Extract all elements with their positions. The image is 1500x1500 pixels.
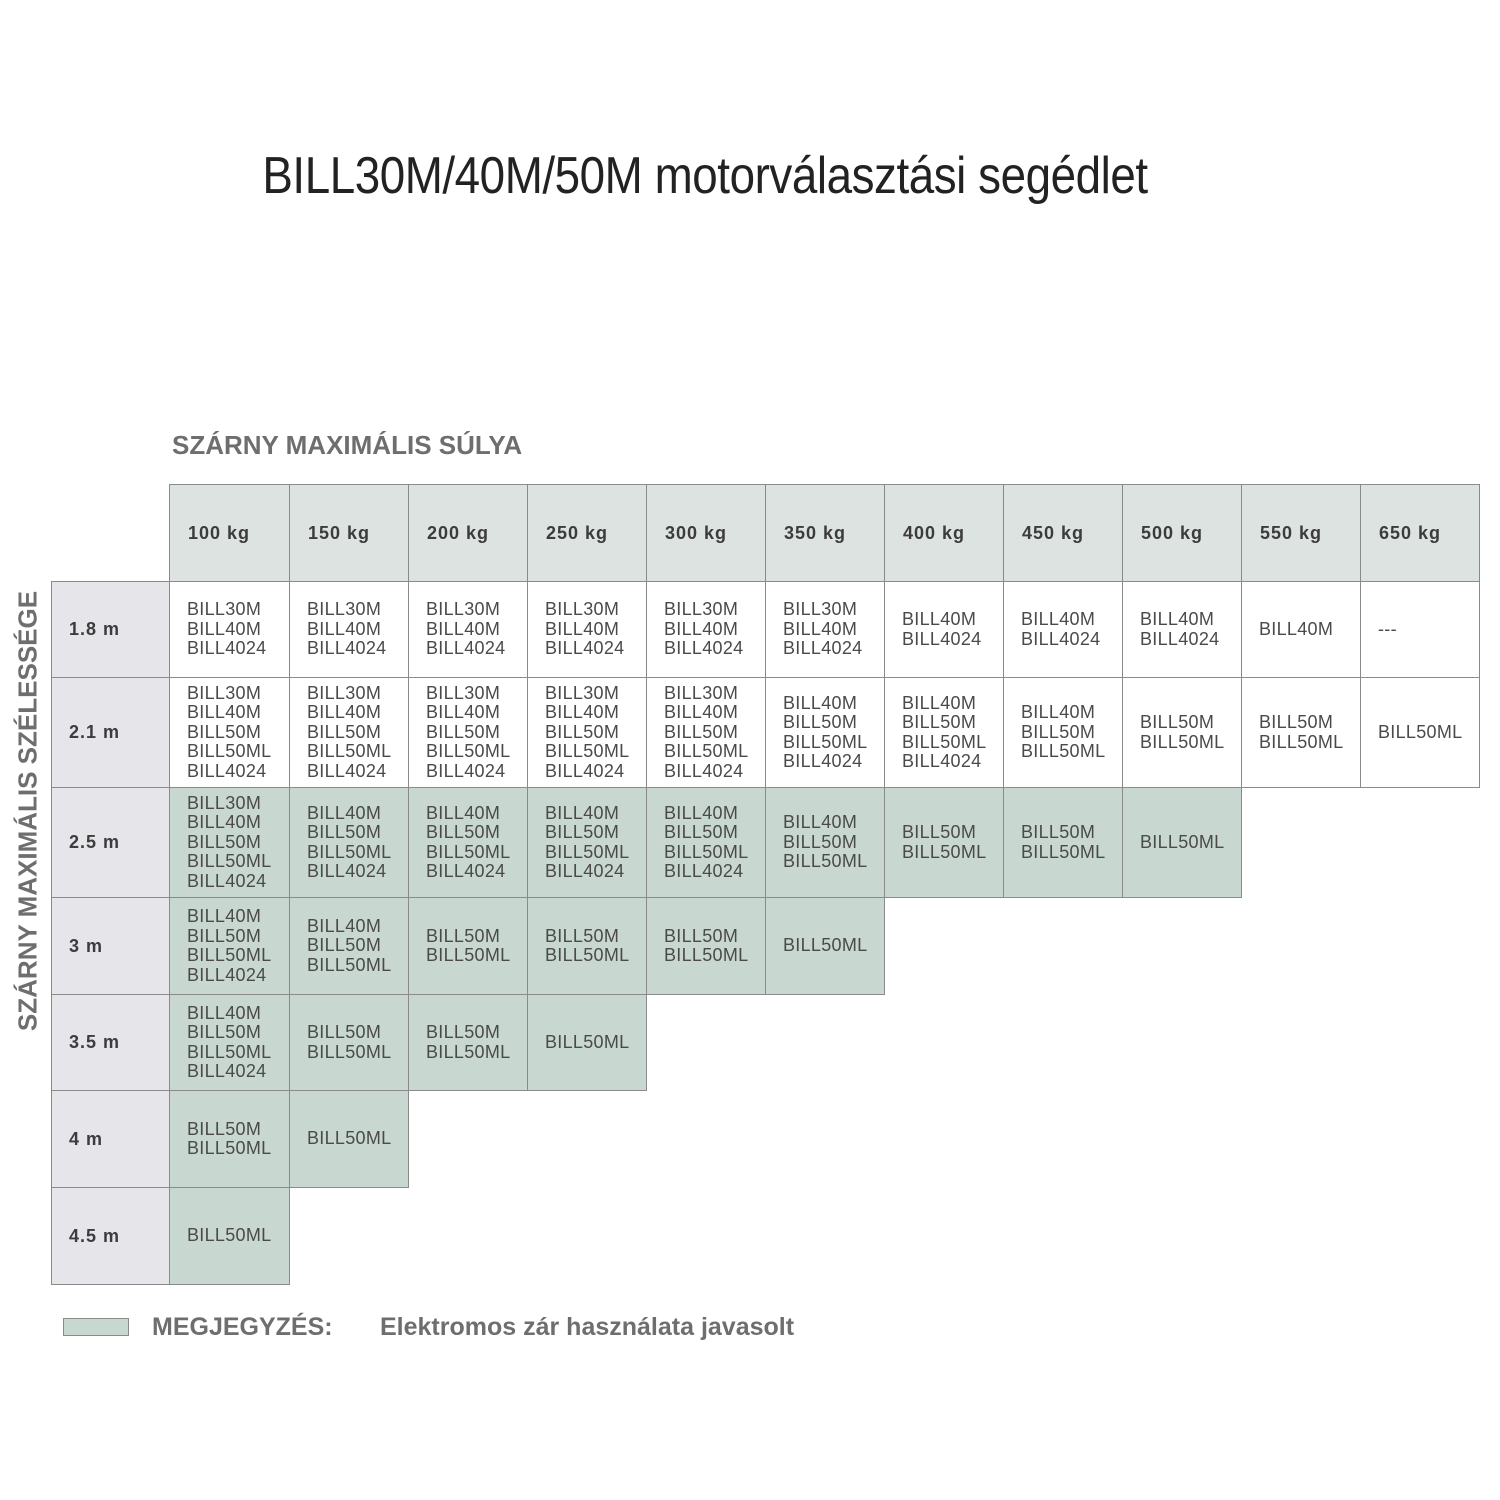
row-header bbox=[51, 677, 170, 788]
column-header-text: 200 kg bbox=[427, 522, 490, 543]
table-cell-text: BILL40M BILL50M BILL50ML BILL4024 bbox=[664, 802, 749, 881]
table-cell-text: BILL50ML bbox=[783, 935, 868, 956]
column-header-text: 550 kg bbox=[1260, 522, 1323, 543]
table-cell bbox=[1360, 581, 1480, 678]
table-cell bbox=[1003, 677, 1123, 788]
column-header bbox=[1241, 484, 1361, 582]
row-axis-title: SZÁRNY MAXIMÁLIS SZÉLESSÉGE bbox=[12, 590, 43, 1032]
column-header-text: 400 kg bbox=[903, 522, 966, 543]
table-cell-text: BILL30M BILL40M BILL4024 bbox=[783, 599, 863, 659]
column-header-text: 450 kg bbox=[1022, 522, 1085, 543]
row-header-text: 1.8 m bbox=[69, 619, 121, 639]
table-cell-text: BILL30M BILL40M BILL4024 bbox=[307, 599, 387, 659]
column-header bbox=[527, 484, 647, 582]
row-header-text: 2.1 m bbox=[69, 722, 121, 742]
table-cell bbox=[408, 677, 528, 788]
table-cell-text: BILL50ML bbox=[307, 1128, 392, 1149]
legend-label: MEGJEGYZÉS: bbox=[152, 1313, 333, 1341]
column-header bbox=[169, 484, 290, 582]
table-cell bbox=[1003, 787, 1123, 898]
table-cell bbox=[884, 787, 1004, 898]
row-header-text: 2.5 m bbox=[69, 832, 121, 852]
table-cell bbox=[169, 1090, 290, 1188]
table-cell bbox=[1122, 787, 1242, 898]
table-cell-text: BILL30M BILL40M BILL4024 bbox=[426, 599, 506, 659]
column-header bbox=[1122, 484, 1242, 582]
table-cell-text: BILL30M BILL40M BILL50M BILL50ML BILL4024 bbox=[187, 792, 272, 891]
table-cell-text: BILL40M BILL50M BILL50ML BILL4024 bbox=[783, 692, 868, 771]
table-cell-text: BILL50M BILL50ML bbox=[187, 1118, 272, 1158]
column-header-text: 650 kg bbox=[1379, 522, 1442, 543]
column-header-text: 100 kg bbox=[188, 522, 251, 543]
legend-text: Elektromos zár használata javasolt bbox=[380, 1313, 795, 1341]
table-cell-text: BILL50M BILL50ML bbox=[664, 925, 749, 965]
column-header bbox=[646, 484, 766, 582]
table-cell-text: BILL50ML bbox=[1378, 721, 1463, 742]
table-cell-text: BILL40M BILL50M BILL50ML BILL4024 bbox=[187, 906, 272, 985]
table-cell bbox=[289, 677, 409, 788]
column-header-text: 250 kg bbox=[546, 522, 609, 543]
table-cell bbox=[169, 897, 290, 995]
table-cell-text: BILL30M BILL40M BILL4024 bbox=[187, 599, 267, 659]
column-header bbox=[1003, 484, 1123, 582]
table-cell-text: BILL50M BILL50ML bbox=[1259, 712, 1344, 752]
table-cell-text: BILL50M BILL50ML bbox=[307, 1022, 392, 1062]
table-cell-text: BILL50ML bbox=[187, 1225, 272, 1246]
table-cell-text: BILL40M BILL4024 bbox=[1021, 609, 1101, 649]
table-cell-text: BILL50M BILL50ML bbox=[902, 822, 987, 862]
table-cell bbox=[765, 897, 885, 995]
table-cell-text: BILL40M BILL50M BILL50ML BILL4024 bbox=[187, 1002, 272, 1081]
column-header bbox=[289, 484, 409, 582]
column-header-text: 150 kg bbox=[308, 522, 371, 543]
table-cell-text: BILL30M BILL40M BILL4024 bbox=[664, 599, 744, 659]
table-cell bbox=[1122, 677, 1242, 788]
table-cell-text: BILL50ML bbox=[1140, 831, 1225, 852]
table-cell bbox=[1360, 677, 1480, 788]
column-header-text: 300 kg bbox=[665, 522, 728, 543]
table-cell-text: BILL50ML bbox=[545, 1031, 630, 1052]
row-header bbox=[51, 1090, 170, 1188]
table-cell-text: BILL40M BILL50M BILL50ML BILL4024 bbox=[426, 802, 511, 881]
table-cell bbox=[169, 581, 290, 678]
column-axis-title: SZÁRNY MAXIMÁLIS SÚLYA bbox=[172, 430, 523, 460]
table-cell bbox=[289, 897, 409, 995]
legend-swatch bbox=[63, 1318, 129, 1336]
table-cell bbox=[527, 994, 647, 1091]
table-cell bbox=[289, 994, 409, 1091]
row-header bbox=[51, 897, 170, 995]
column-header bbox=[408, 484, 528, 582]
row-header bbox=[51, 581, 170, 678]
table-cell bbox=[408, 581, 528, 678]
table-cell bbox=[527, 787, 647, 898]
table-cell-text: BILL50M BILL50ML bbox=[426, 1022, 511, 1062]
table-cell-text: BILL30M BILL40M BILL50M BILL50ML BILL4024 bbox=[664, 682, 749, 781]
column-header bbox=[765, 484, 885, 582]
table-cell-text: BILL40M BILL50M BILL50ML BILL4024 bbox=[545, 802, 630, 881]
table-cell bbox=[527, 897, 647, 995]
table-cell bbox=[646, 897, 766, 995]
table-cell-text: --- bbox=[1378, 618, 1397, 639]
table-cell-text: BILL30M BILL40M BILL50M BILL50ML BILL4024 bbox=[426, 682, 511, 781]
table-cell bbox=[1241, 581, 1361, 678]
table-cell bbox=[169, 1187, 290, 1285]
table-cell bbox=[884, 581, 1004, 678]
table-cell-text: BILL40M BILL50M BILL50ML bbox=[307, 915, 392, 975]
table-cell bbox=[408, 787, 528, 898]
table-cell bbox=[646, 787, 766, 898]
table-cell bbox=[169, 677, 290, 788]
table-cell-text: BILL30M BILL40M BILL50M BILL50ML BILL4024 bbox=[187, 682, 272, 781]
table-cell bbox=[1241, 677, 1361, 788]
table-cell bbox=[527, 677, 647, 788]
table-cell-text: BILL40M BILL50M BILL50ML BILL4024 bbox=[307, 802, 392, 881]
table-cell bbox=[527, 581, 647, 678]
row-header bbox=[51, 994, 170, 1091]
table-cell bbox=[408, 897, 528, 995]
table-cell-text: BILL50M BILL50ML bbox=[1140, 712, 1225, 752]
table-cell-text: BILL40M bbox=[1259, 618, 1334, 639]
row-header-text: 4 m bbox=[69, 1128, 104, 1149]
table-cell-text: BILL40M BILL50M BILL50ML bbox=[783, 812, 868, 872]
table-cell-text: BILL50M BILL50ML bbox=[545, 925, 630, 965]
page-title: BILL30M/40M/50M motorválasztási segédlet bbox=[262, 147, 1148, 205]
table-cell-text: BILL30M BILL40M BILL4024 bbox=[545, 599, 625, 659]
table-cell-text: BILL40M BILL4024 bbox=[1140, 609, 1220, 649]
table-cell-text: BILL40M BILL50M BILL50ML bbox=[1021, 702, 1106, 762]
table-cell bbox=[765, 677, 885, 788]
table-cell bbox=[646, 677, 766, 788]
table-cell-text: BILL30M BILL40M BILL50M BILL50ML BILL4024 bbox=[545, 682, 630, 781]
table-cell-text: BILL40M BILL4024 bbox=[902, 609, 982, 649]
table-cell bbox=[1003, 581, 1123, 678]
table-cell-text: BILL40M BILL50M BILL50ML BILL4024 bbox=[902, 692, 987, 771]
row-header-text: 3 m bbox=[69, 935, 104, 956]
table-cell bbox=[765, 581, 885, 678]
row-header-text: 4.5 m bbox=[69, 1225, 121, 1246]
column-header-text: 350 kg bbox=[784, 522, 847, 543]
table-cell bbox=[1122, 581, 1242, 678]
row-header-text: 3.5 m bbox=[69, 1032, 121, 1052]
table-cell bbox=[884, 677, 1004, 788]
table-cell-text: BILL30M BILL40M BILL50M BILL50ML BILL4024 bbox=[307, 682, 392, 781]
table-cell bbox=[289, 581, 409, 678]
table-cell bbox=[289, 1090, 409, 1188]
column-header bbox=[1360, 484, 1480, 582]
table-cell-text: BILL50M BILL50ML bbox=[1021, 822, 1106, 862]
column-header bbox=[884, 484, 1004, 582]
table-cell bbox=[765, 787, 885, 898]
column-header-text: 500 kg bbox=[1141, 522, 1204, 543]
table-cell bbox=[169, 787, 290, 898]
table-cell bbox=[169, 994, 290, 1091]
row-header bbox=[51, 787, 170, 898]
table-cell bbox=[646, 581, 766, 678]
row-header bbox=[51, 1187, 170, 1285]
table-cell bbox=[408, 994, 528, 1091]
table-cell bbox=[289, 787, 409, 898]
table-cell-text: BILL50M BILL50ML bbox=[426, 925, 511, 965]
